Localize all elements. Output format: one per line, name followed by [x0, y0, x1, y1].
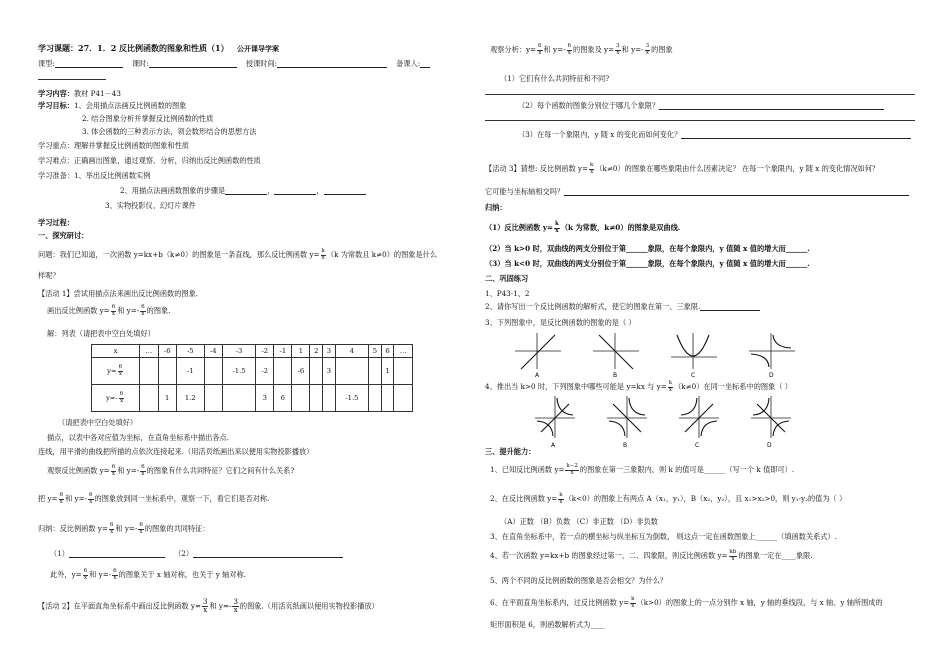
graph-d — [751, 396, 791, 449]
table-cell — [369, 385, 382, 412]
summary-1: （1）反比例函数 y= $\frac{k}{x}$ （k 为常数，k≠0）的图象是双曲线. — [485, 221, 681, 234]
section-1-heading: 一、探究研讨： — [38, 231, 89, 240]
graph-label: B — [613, 372, 618, 379]
ability-3: 3、在直角坐标系中，若一点的横坐标与纵坐标互为倒数， 则这点一定在函数图象上______（填函数关系式）. — [490, 532, 837, 541]
table-cell — [381, 385, 394, 412]
plot-step: 描点，以表中各对应值为坐标，在直角坐标系中描出各点. — [47, 433, 229, 442]
table-cell: 3 — [323, 345, 336, 358]
row-label: y=- $\frac{6}{x}$ — [92, 385, 140, 412]
ability-6: 6、在平面直角坐标系内，过反比例函数 y= $\frac{k}{x}$ （k>0）的图象上的一点分别作 x 轴，y 轴的垂线段，与 x 轴、y 轴所围成的 — [490, 596, 883, 609]
table-cell: -5 — [176, 345, 204, 358]
process-heading: 学习过程： — [38, 218, 74, 227]
prep-3: 3、实物投影仪、幻灯片课件 — [105, 201, 196, 210]
table-cell — [394, 385, 413, 412]
table-cell — [140, 358, 158, 385]
question-line: 问题：我们已知道，一次函数 y=kx+b（k≠0）的图象是一条直线，那么反比例函数 y= $\frac{k}{x}$ （k 为常数且 k≠0）的图象是什么 — [38, 248, 438, 261]
table-row — [92, 358, 413, 385]
practice-3: 3、下列图象中，是反比例函数的图象的是（ ） — [485, 318, 636, 327]
table-cell: 2 — [310, 345, 323, 358]
graph-c — [679, 396, 719, 449]
prep-2: 2、用描点法画函数图象的步骤是 ， ， — [120, 186, 366, 195]
table-cell: 4 — [335, 345, 368, 358]
study-content: 学习内容：教材 P41－43 — [38, 89, 121, 98]
practice-1: 1、P43-1、2 — [485, 289, 530, 298]
practice-2: 2、请你写出一个反比例函数的解析式，使它的图象在第一、三象限. — [485, 302, 760, 311]
table-cell — [335, 358, 368, 385]
table-cell: … — [140, 345, 158, 358]
prep-1: 学习准备：1、举出反比例函数实例 — [38, 171, 151, 180]
ability-6-line-2: 矩形面积是 6，则函数解析式为____ — [490, 620, 605, 629]
table-cell — [292, 385, 310, 412]
table-cell: 5 — [369, 345, 382, 358]
activity-2: 【活动 2】在平面直角坐标系中画出反比例函数 y= $\frac{3}{x}$ 和 y=- $\frac{3}{x}$ 的图象.（用活页纸画以便用实物投影播放） — [38, 598, 379, 614]
table-cell: 3 — [256, 385, 274, 412]
practice-3-graphs — [515, 333, 835, 378]
graph-c — [671, 333, 717, 379]
table-cell: 6 — [274, 385, 292, 412]
ability-2: 2、在反比例函数 y= $\frac{k}{x}$ （k<0）的图象上有两点 A（x₁，y₁），B（x₂，y₂），且 x₁>x₂>0，则 y₁-y₂的值为（ ） — [490, 492, 847, 505]
table-cell — [204, 385, 222, 412]
graph-a — [515, 333, 561, 379]
table-cell: -2 — [256, 358, 274, 385]
table-cell: -2 — [256, 345, 274, 358]
row-label: y= $\frac{6}{x}$ — [92, 358, 140, 385]
goal-2: 2. 结合图象分析并掌握反比例函数的性质 — [82, 114, 214, 123]
summary-heading: 归纳： — [485, 203, 507, 212]
graph-b — [593, 333, 639, 379]
graph-label: B — [623, 442, 628, 449]
section-2-heading: 二、巩固练习 — [485, 274, 529, 283]
table-cell: x — [92, 345, 140, 358]
graph-label: C — [691, 372, 696, 379]
table-cell: 1 — [292, 345, 310, 358]
connect-step: 连线，用平滑的曲线把所描的点依次连接起来.（用活页纸画出来以便用实物投影播放） — [38, 447, 314, 456]
summary-2: （2）当 k>0 时，双曲线的两支分别位于第______象限，在每个象限内，y 值随 x 值的增大而______. — [485, 244, 810, 253]
table-cell — [158, 358, 176, 385]
graph-label: A — [535, 372, 540, 379]
ability-2-options: （A）正数 （B）负数 （C）非正数 （D）非负数 — [500, 517, 658, 526]
table-cell — [310, 385, 323, 412]
blank-line: （1） （2） — [50, 549, 343, 558]
activity-1: 【活动 1】尝试用描点法来画出反比例函数的图象. — [38, 289, 199, 298]
key-points: 学习重点：理解并掌握反比例函数的图象和性质 — [38, 141, 189, 150]
table-cell: -1.5 — [335, 385, 368, 412]
table-cell: -4 — [204, 345, 222, 358]
table-cell — [323, 385, 336, 412]
graph-label: C — [695, 442, 700, 449]
table-cell — [140, 385, 158, 412]
graph-d — [749, 333, 795, 379]
table-cell: -6 — [292, 358, 310, 385]
value-table — [91, 344, 413, 412]
table-cell: … — [394, 345, 413, 358]
summary-3: （3）当 k<0 时，双曲线的两支分别位于第______象限，在每个象限内，y 值随 x 值的增大而______. — [485, 259, 810, 268]
put-line: 把 y= $\frac{6}{x}$ 和 y=- $\frac{6}{x}$ 的图象放到同一坐标系中，观察一下，看它们是否对称. — [38, 492, 270, 505]
summary-line: 归纳：反比例函数 y= $\frac{6}{x}$ 和 y=- $\frac{6}{x}$ 的图象的共同特征： — [38, 522, 210, 535]
table-cell — [310, 358, 323, 385]
lesson-title: 学习课题：27．1．2 反比例函数的图象和性质（1） 公开课导学案 — [38, 43, 279, 53]
table-cell: -1 — [274, 345, 292, 358]
graph-b — [607, 396, 647, 449]
table-cell — [369, 358, 382, 385]
table-cell: 3 — [323, 358, 336, 385]
graph-label: A — [551, 442, 556, 449]
goal-1: 学习目标：1、会用描点法画反比例函数的图象 — [38, 101, 187, 110]
graph-a — [535, 396, 575, 449]
section-3-heading: 三、提升能力： — [485, 447, 536, 456]
table-cell: 1 — [158, 385, 176, 412]
graph-label: D — [767, 442, 772, 449]
question-line-2: 样呢？ — [38, 271, 60, 280]
solve-line: 解：列表（请把表中空白处填好） — [47, 329, 155, 338]
activity-1-task: 画出反比例函数 y= $\frac{6}{x}$ 和 y=- $\frac{6}{x}$ 的图象. — [47, 304, 171, 317]
activity-3: 【活动 3】猜想: 反比例函数 y= $\frac{k}{x}$ （k≠0）的图象在哪些象限由什么因素决定？ 在每一个象限内，y 随 x 的变化情况如何？ — [485, 162, 880, 175]
goal-3: 3. 体会函数的三种表示方法，领会数形结合的思想方法 — [82, 127, 257, 136]
question-r2: （2）每个函数的图象分别位于哪几个象限？ — [518, 101, 884, 110]
practice-4: 4、推出当 k>0 时，下列图象中哪些可能是 y=kx 与 y= $\frac{k}{x}$ （k≠0）在同一坐标系中的图象（ ） — [485, 380, 792, 393]
table-cell — [274, 358, 292, 385]
table-header-row — [92, 345, 413, 358]
practice-4-graphs — [535, 396, 835, 448]
table-cell: -6 — [158, 345, 176, 358]
table-cell — [222, 385, 255, 412]
table-cell: -1 — [176, 358, 204, 385]
table-cell — [204, 358, 222, 385]
ability-5: 5、两个不同的反比例函数的图象是否会相交？为什么？ — [490, 576, 668, 585]
table-cell — [394, 358, 413, 385]
activity-3-question: 它可能与坐标轴相交吗？ — [485, 187, 909, 196]
meta-row: 课型: 课时: 授课时间: 备课人: — [38, 59, 430, 68]
difficult-points: 学习难点：正确画出图象，通过观察、分析，归纳出反比例函数的性质 — [38, 156, 261, 165]
observe-analysis: 观察分析：y= $\frac{6}{x}$ 和 y=- $\frac{6}{x}$ 的图象及 y= $\frac{3}{x}$ 和 y=- $\frac{3}{x}$ 的图象 — [490, 43, 673, 56]
symmetry-line: 此外，y= $\frac{6}{x}$ 和 y=- $\frac{6}{x}$ 的图象关于 x 轴对称，也关于 y 轴对称. — [50, 568, 246, 581]
table-cell: 1.2 — [176, 385, 204, 412]
ability-1: 1、已知反比例函数 y= $\frac{k-2}{x}$ 的图象在第一三象限内，则 k 的值可是______（写一个 k 值即可）. — [490, 463, 795, 476]
table-cell: 6 — [381, 345, 394, 358]
ability-4: 4、若一次函数 y=kx+b 的图象经过第一、二、四象限，则反比例函数 y= $\frac{kb}{x}$ 的图象一定在____象限. — [490, 549, 813, 562]
table-note: （请把表中空白处填好） — [58, 418, 138, 427]
observe-line: 观察反比例函数 y= $\frac{6}{x}$ 和 y=- $\frac{6}{x}$ 的图象有什么共同特征？它们之间有什么关系? — [47, 464, 295, 477]
table-cell: -1.5 — [222, 358, 255, 385]
table-cell: -3 — [222, 345, 255, 358]
table-row — [92, 385, 413, 412]
graph-label: D — [769, 372, 774, 379]
table-cell: 1 — [381, 358, 394, 385]
question-r1: （1）它们有什么共同特征和不同? — [500, 74, 610, 83]
question-r3: （3）在每一个象限内，y 随 x 的变化而如何变化？ — [518, 130, 911, 139]
